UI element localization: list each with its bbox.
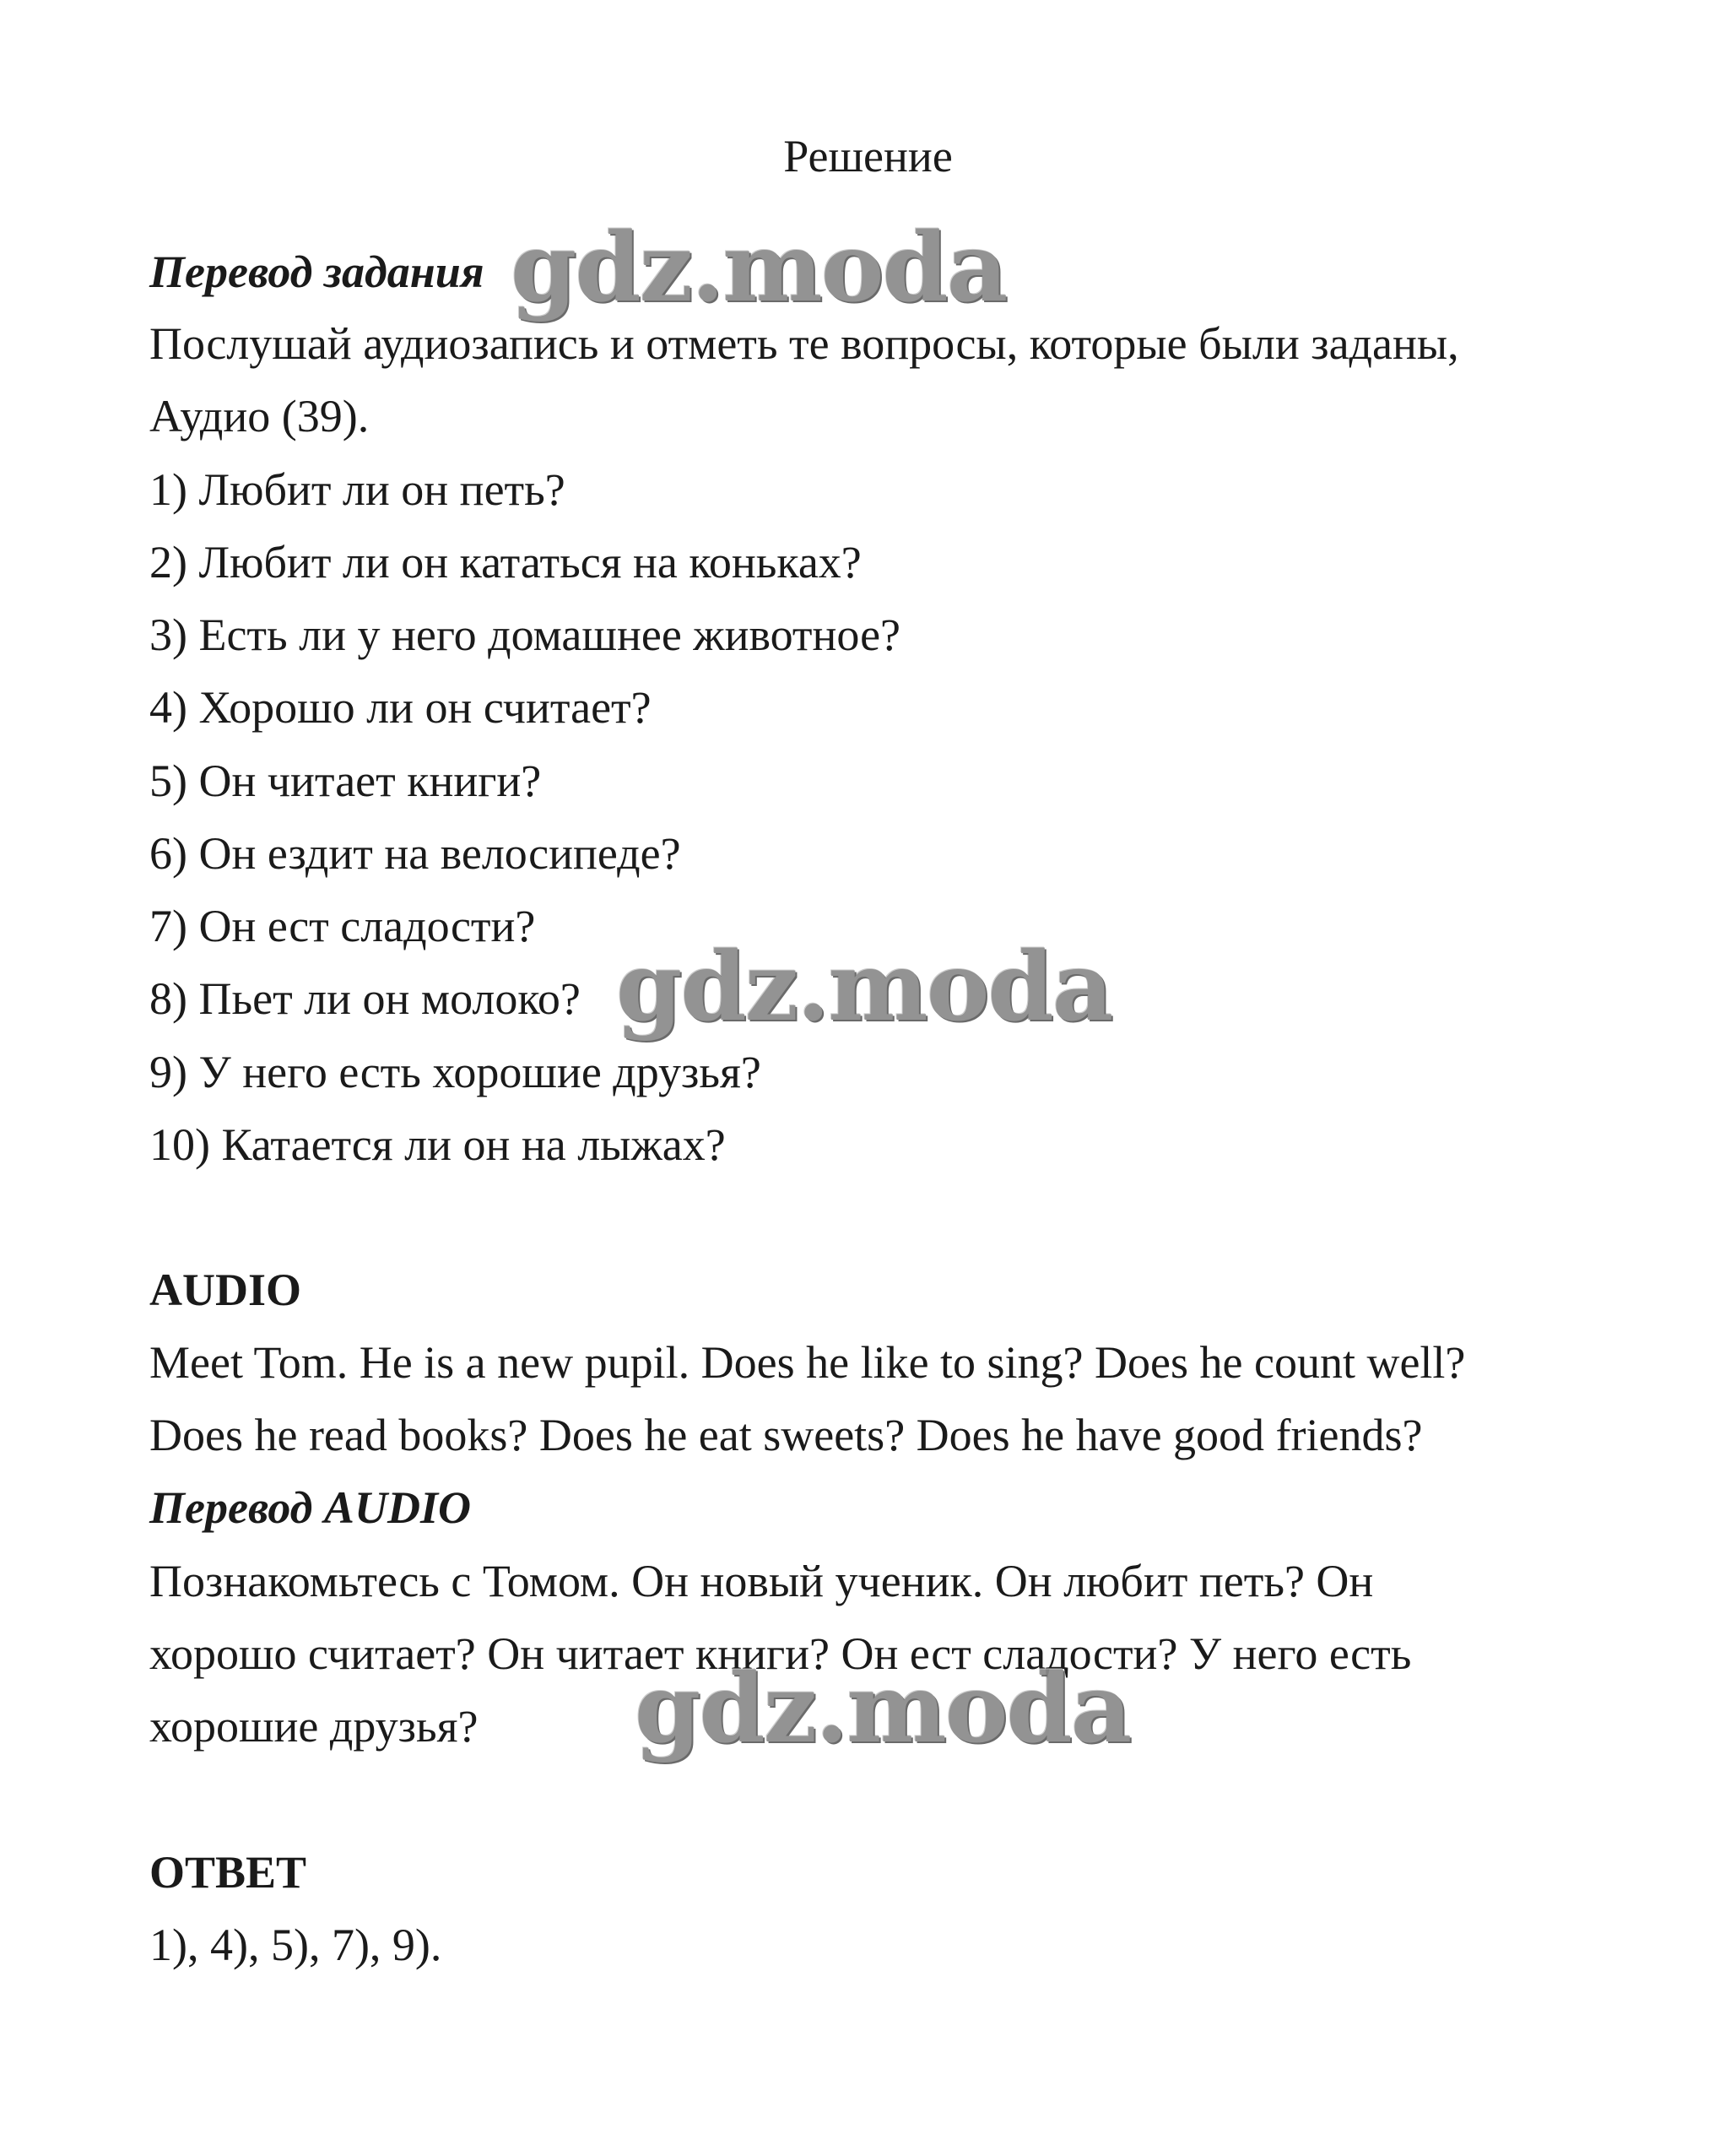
task-text-line-2: Аудио (39).	[149, 391, 370, 441]
watermark: gdz.moda	[616, 932, 1112, 1043]
question-item: 1) Любит ли он петь?	[149, 464, 565, 515]
question-item: 5) Он читает книги?	[149, 755, 542, 806]
question-item: 8) Пьет ли он молоко?	[149, 973, 581, 1024]
question-item: 2) Любит ли он кататься на коньках?	[149, 537, 862, 588]
question-item: 9) У него есть хорошие друзья?	[149, 1047, 761, 1097]
watermark: gdz.moda	[511, 213, 1007, 323]
question-item: 6) Он ездит на велосипеде?	[149, 828, 681, 879]
task-heading: Перевод задания	[149, 246, 484, 297]
question-item: 7) Он ест сладости?	[149, 901, 536, 951]
page-title: Решение	[783, 131, 953, 181]
audio-translation-line: хорошие друзья?	[149, 1701, 479, 1752]
audio-line: Does he read books? Does he eat sweets? Does he have good friends?	[149, 1410, 1423, 1460]
audio-heading: AUDIO	[149, 1265, 302, 1315]
audio-translation-line: Познакомьтесь с Томом. Он новый ученик. Он любит петь? Он	[149, 1556, 1374, 1606]
audio-translation-line: хорошо считает? Он читает книги? Он ест сладости? У него есть	[149, 1628, 1412, 1679]
answer-heading: ОТВЕТ	[149, 1847, 307, 1898]
task-text-line-1: Послушай аудиозапись и отметь те вопросы, которые были заданы,	[149, 318, 1459, 369]
question-item: 10) Катается ли он на лыжах?	[149, 1119, 726, 1170]
question-item: 4) Хорошо ли он считает?	[149, 682, 652, 733]
watermark: gdz.moda	[635, 1654, 1131, 1764]
question-item: 3) Есть ли у него домашнее животное?	[149, 609, 901, 660]
audio-translation-heading: Перевод AUDIO	[149, 1482, 471, 1533]
audio-line: Meet Tom. He is a new pupil. Does he like to sing? Does he count well?	[149, 1337, 1466, 1388]
answer-text: 1), 4), 5), 7), 9).	[149, 1920, 442, 1970]
